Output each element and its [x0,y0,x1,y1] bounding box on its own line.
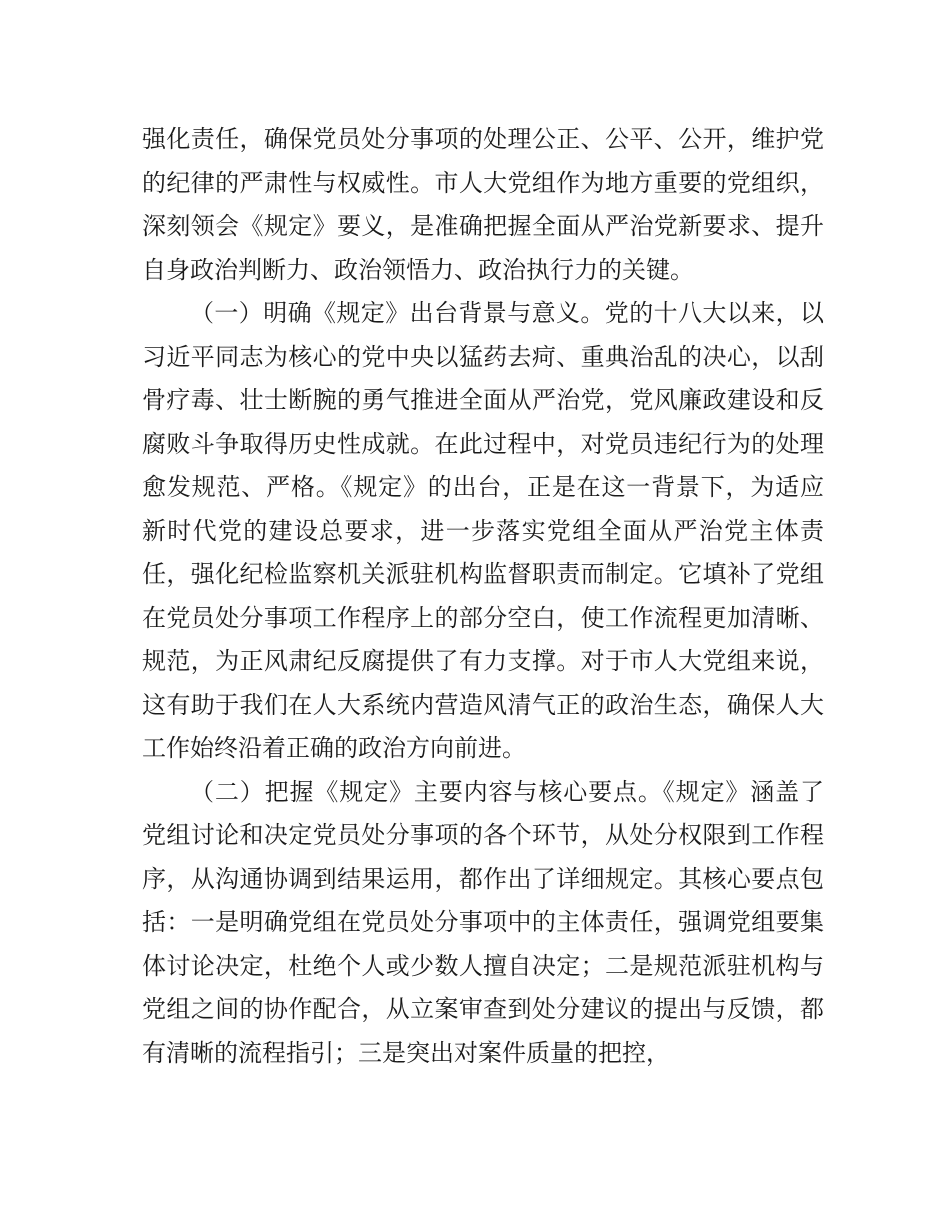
paragraph-section-1: （一）明确《规定》出台背景与意义。党的十八大以来，以习近平同志为核心的党中央以猛药去疴、重典治乱的决心，以刮骨疗毒、壮士断腕的勇气推进全面从严治党，党风廉政建设和反腐败斗争取得历史性成就。在此过程中，对党员违纪行为的处理愈发规范、严格。《规定》的出台，正是在这一背景下，为适应新时代党的建设总要求，进一步落实党组全面从严治党主体责任，强化纪检监察机关派驻机构监督职责而制定。它填补了党组在党员处分事项工作程序上的部分空白，使工作流程更加清晰、规范，为正风肃纪反腐提供了有力支撑。对于市人大党组来说，这有助于我们在人大系统内营造风清气正的政治生态，确保人大工作始终沿着正确的政治方向前进。 [142,299,824,762]
paragraph-section-2: （二）把握《规定》主要内容与核心要点。《规定》涵盖了党组讨论和决定党员处分事项的各个环节，从处分权限到工作程序，从沟通协调到结果运用，都作出了详细规定。其核心要点包括：一是明确党组在党员处分事项中的主体责任，强调党组要集体讨论决定，杜绝个人或少数人擅自决定；二是规范派驻机构与党组之间的协作配合，从立案审查到处分建议的提出与反馈，都有清晰的流程指引；三是突出对案件质量的把控， [142,777,824,1067]
document-body [142,118,824,1075]
paragraph-intro-continued: 强化责任，确保党员处分事项的处理公正、公平、公开，维护党的纪律的严肃性与权威性。市人大党组作为地方重要的党组织，深刻领会《规定》要义，是准确把握全面从严治党新要求、提升自身政治判断力、政治领悟力、政治执行力的关键。 [142,125,824,284]
